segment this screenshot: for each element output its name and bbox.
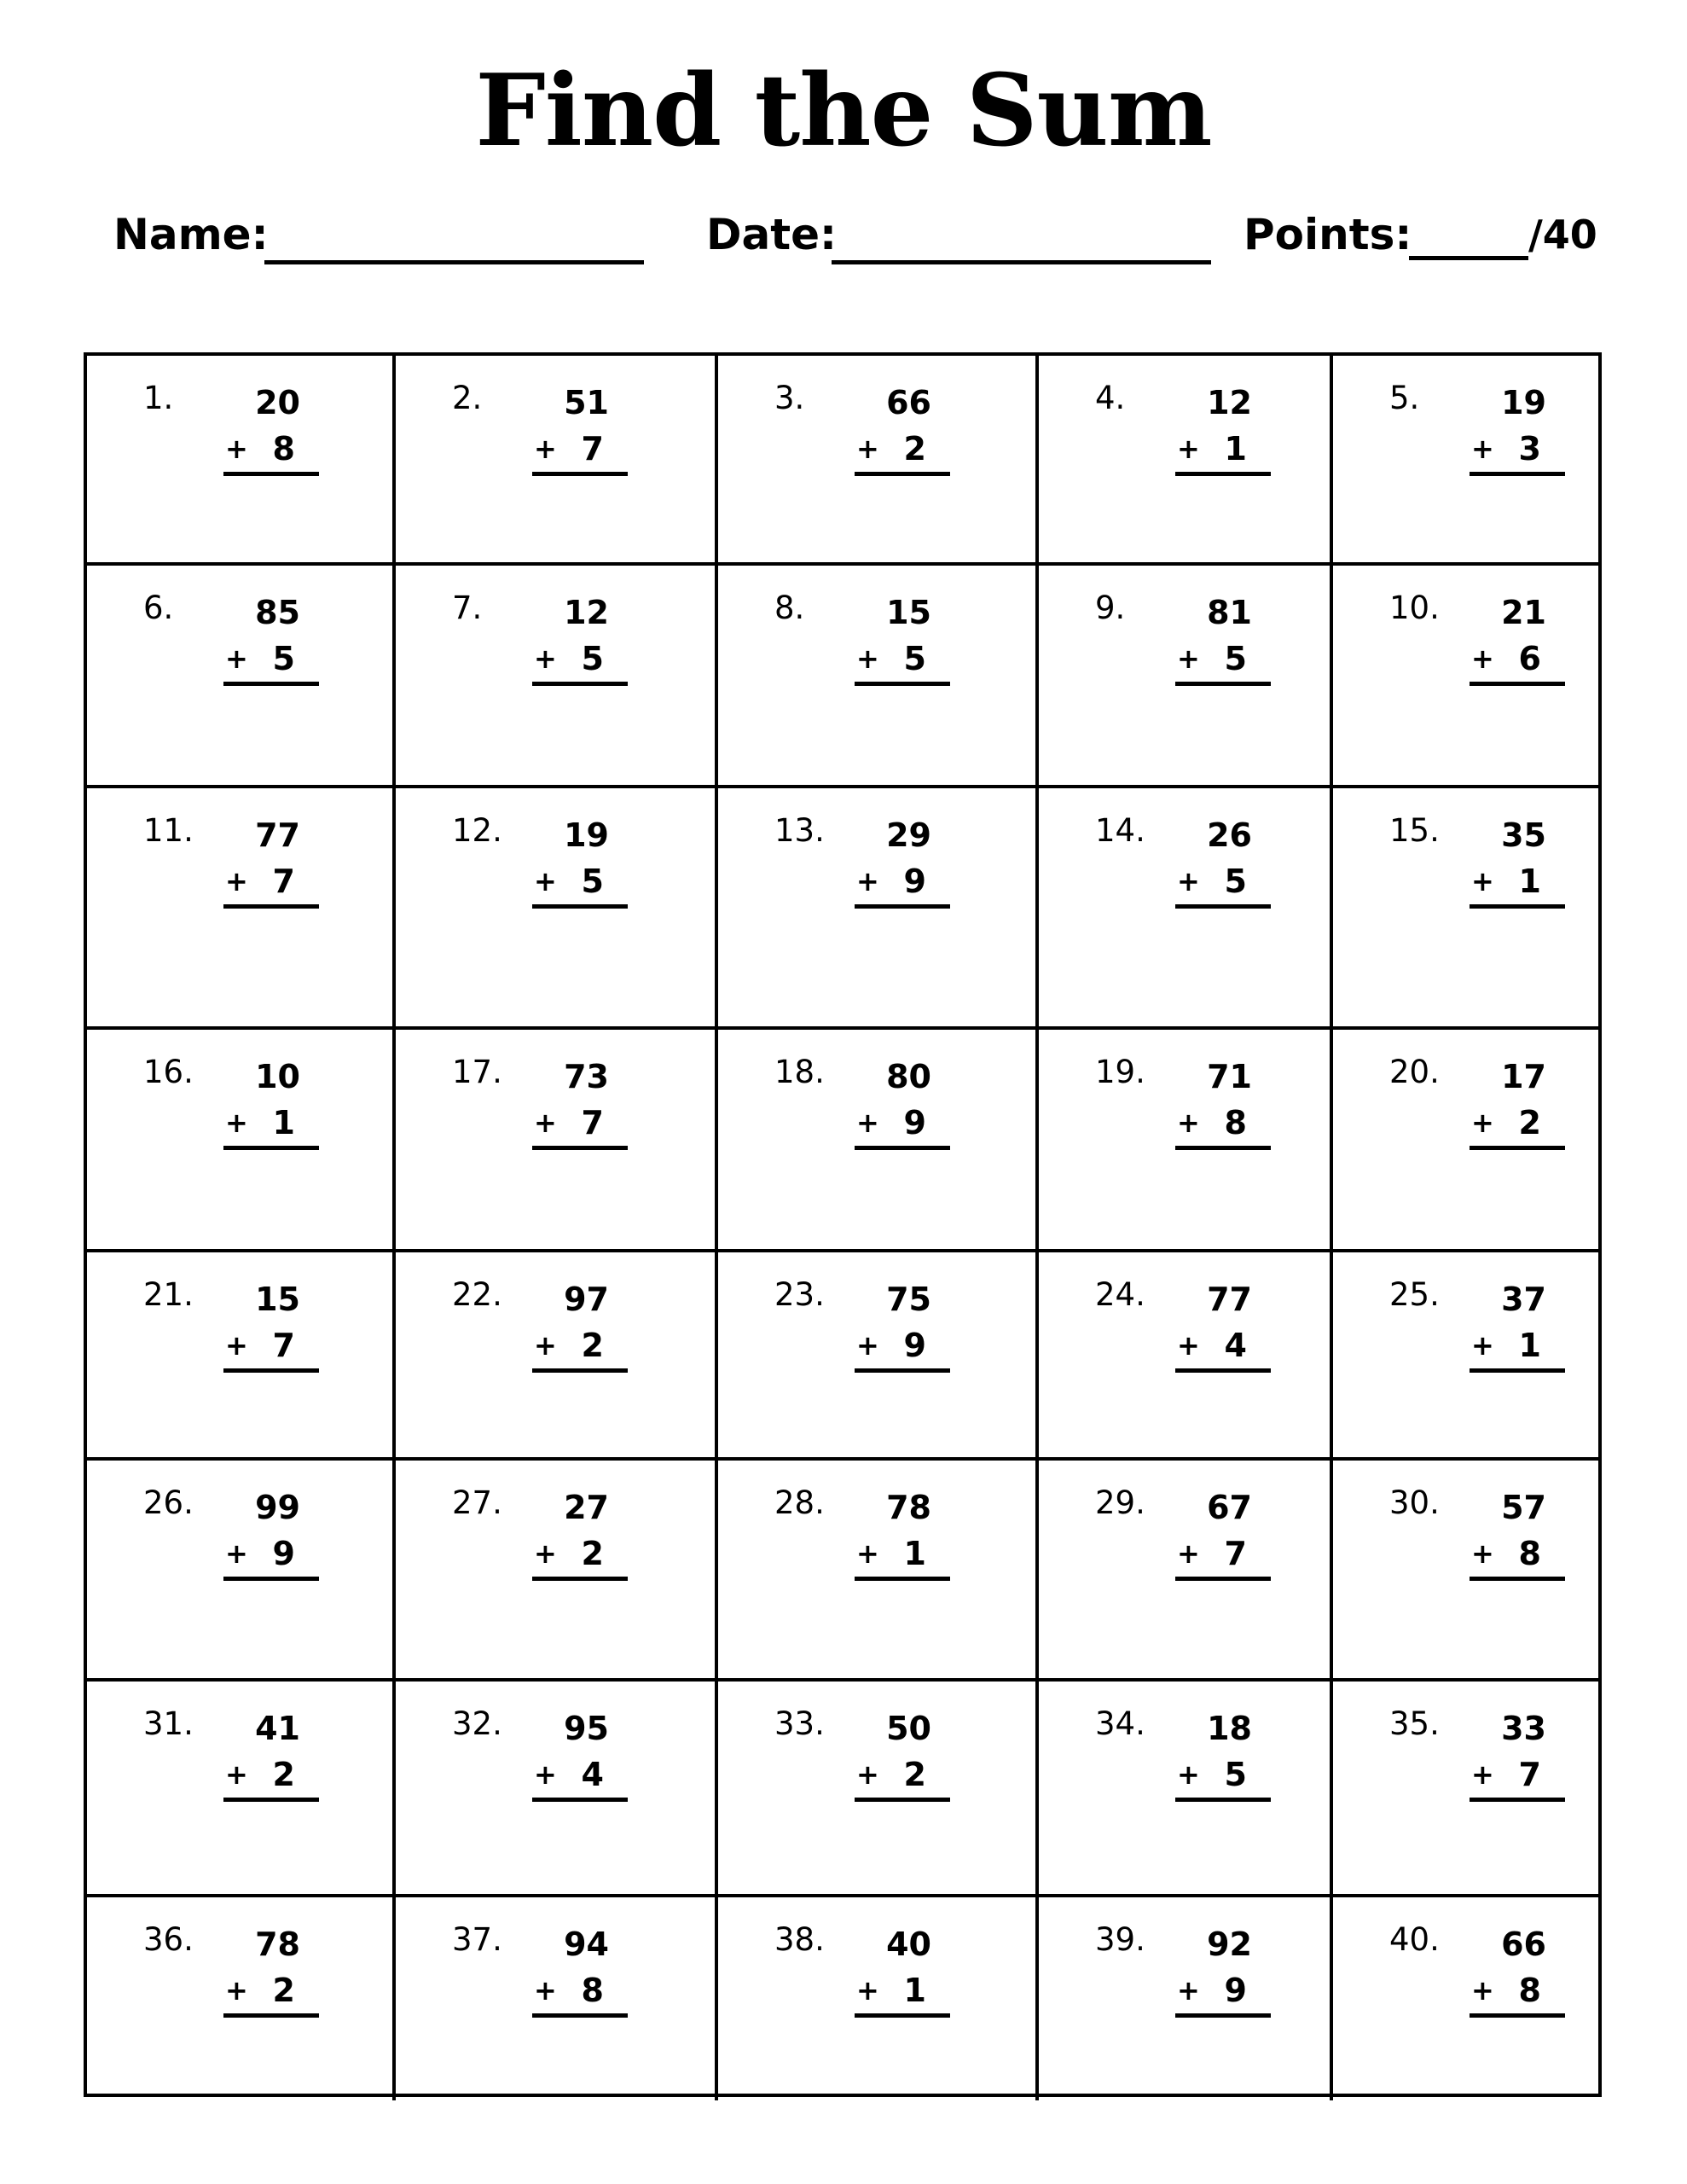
bottom-addend: 9 <box>272 1535 295 1572</box>
plus-sign: + <box>225 1107 248 1139</box>
plus-sign: + <box>856 865 879 897</box>
bottom-addend: 2 <box>581 1327 604 1364</box>
addition-problem <box>223 1484 319 1581</box>
top-addend: 10 <box>255 1058 300 1095</box>
date-label: Date: <box>706 210 838 259</box>
top-addend: 50 <box>886 1710 931 1747</box>
problem-number: 27. <box>452 1484 502 1521</box>
bottom-addend: 5 <box>581 863 604 900</box>
problem-number: 34. <box>1095 1705 1145 1742</box>
plus-sign: + <box>1177 1758 1200 1791</box>
problem-number: 20. <box>1389 1054 1440 1090</box>
top-addend: 94 <box>564 1926 609 1963</box>
answer-underline <box>223 1100 319 1150</box>
problem-cell[interactable] <box>1039 1897 1333 2100</box>
answer-underline <box>1175 1100 1271 1150</box>
problem-cell[interactable] <box>396 1252 718 1461</box>
answer-underline <box>223 426 319 476</box>
plus-sign: + <box>225 865 248 897</box>
bottom-addend: 1 <box>903 1535 926 1572</box>
plus-sign: + <box>534 1974 557 2007</box>
top-addend: 75 <box>886 1281 931 1318</box>
addition-problem <box>1470 812 1565 909</box>
plus-sign: + <box>225 1758 248 1791</box>
problem-number: 30. <box>1389 1484 1440 1521</box>
answer-underline <box>532 636 628 686</box>
answer-underline <box>1470 858 1565 909</box>
problem-cell[interactable] <box>396 788 718 1030</box>
problem-number: 6. <box>143 590 174 626</box>
problem-grid <box>84 352 1602 2097</box>
top-addend: 17 <box>1501 1058 1546 1095</box>
addition-problem <box>1175 812 1271 909</box>
addition-problem <box>855 1921 950 2018</box>
top-addend: 15 <box>886 594 931 631</box>
bottom-addend: 2 <box>903 430 926 468</box>
answer-underline <box>223 1967 319 2018</box>
bottom-addend: 6 <box>1518 640 1541 677</box>
top-addend: 12 <box>1207 384 1252 421</box>
problem-number: 28. <box>774 1484 825 1521</box>
addition-problem <box>532 1705 628 1802</box>
top-addend: 15 <box>255 1281 300 1318</box>
problem-number: 18. <box>774 1054 825 1090</box>
problem-number: 33. <box>774 1705 825 1742</box>
bottom-addend: 5 <box>581 640 604 677</box>
problem-cell[interactable] <box>1333 1252 1598 1461</box>
top-addend: 67 <box>1207 1489 1252 1526</box>
bottom-addend: 7 <box>581 430 604 468</box>
answer-underline <box>855 1100 950 1150</box>
top-addend: 19 <box>1501 384 1546 421</box>
problem-cell[interactable] <box>718 566 1039 788</box>
problem-cell[interactable] <box>718 1252 1039 1461</box>
problem-number: 19. <box>1095 1054 1145 1090</box>
top-addend: 97 <box>564 1281 609 1318</box>
answer-underline <box>532 426 628 476</box>
bottom-addend: 5 <box>1224 863 1247 900</box>
bottom-addend: 5 <box>272 640 295 677</box>
bottom-addend: 5 <box>1224 1756 1247 1793</box>
problem-cell[interactable] <box>87 1682 396 1897</box>
answer-underline <box>855 1322 950 1373</box>
plus-sign: + <box>856 1537 879 1570</box>
addition-problem <box>1175 1484 1271 1581</box>
problem-cell[interactable] <box>718 788 1039 1030</box>
top-addend: 12 <box>564 594 609 631</box>
bottom-addend: 5 <box>903 640 926 677</box>
answer-underline <box>532 1967 628 2018</box>
plus-sign: + <box>1471 1758 1494 1791</box>
problem-cell[interactable] <box>1039 1461 1333 1682</box>
problem-cell[interactable] <box>87 356 396 566</box>
problem-number: 35. <box>1389 1705 1440 1742</box>
answer-underline <box>1175 1531 1271 1581</box>
problem-cell[interactable] <box>1333 356 1598 566</box>
problem-number: 25. <box>1389 1276 1440 1313</box>
problem-number: 22. <box>452 1276 502 1313</box>
top-addend: 57 <box>1501 1489 1546 1526</box>
bottom-addend: 7 <box>1224 1535 1247 1572</box>
plus-sign: + <box>856 1329 879 1362</box>
addition-problem <box>855 1484 950 1581</box>
problem-cell[interactable] <box>1039 1030 1333 1252</box>
top-addend: 41 <box>255 1710 300 1747</box>
plus-sign: + <box>1177 1329 1200 1362</box>
problem-cell[interactable] <box>396 1682 718 1897</box>
answer-underline <box>532 858 628 909</box>
top-addend: 66 <box>1501 1926 1546 1963</box>
bottom-addend: 2 <box>1518 1104 1541 1141</box>
answer-underline <box>223 1531 319 1581</box>
bottom-addend: 8 <box>1224 1104 1247 1141</box>
top-addend: 85 <box>255 594 300 631</box>
problem-number: 38. <box>774 1921 825 1958</box>
top-addend: 27 <box>564 1489 609 1526</box>
bottom-addend: 5 <box>1224 640 1247 677</box>
problem-cell[interactable] <box>87 1461 396 1682</box>
top-addend: 95 <box>564 1710 609 1747</box>
addition-problem <box>1470 1054 1565 1150</box>
addition-problem <box>855 380 950 476</box>
top-addend: 71 <box>1207 1058 1252 1095</box>
top-addend: 78 <box>255 1926 300 1963</box>
addition-problem <box>1470 380 1565 476</box>
bottom-addend: 1 <box>1224 430 1247 468</box>
problem-number: 32. <box>452 1705 502 1742</box>
answer-underline <box>223 858 319 909</box>
answer-underline <box>855 1751 950 1802</box>
plus-sign: + <box>856 642 879 675</box>
plus-sign: + <box>1471 1537 1494 1570</box>
plus-sign: + <box>1471 865 1494 897</box>
plus-sign: + <box>856 1758 879 1791</box>
problem-cell[interactable] <box>718 1030 1039 1252</box>
plus-sign: + <box>1177 1974 1200 2007</box>
plus-sign: + <box>1177 1537 1200 1570</box>
problem-cell[interactable] <box>396 1461 718 1682</box>
problem-cell[interactable] <box>87 788 396 1030</box>
problem-cell[interactable] <box>87 1897 396 2100</box>
problem-cell[interactable] <box>1333 1897 1598 2100</box>
answer-underline <box>855 636 950 686</box>
bottom-addend: 9 <box>903 1104 926 1141</box>
addition-problem <box>223 590 319 686</box>
addition-problem <box>1175 1705 1271 1802</box>
problem-cell[interactable] <box>396 1897 718 2100</box>
plus-sign: + <box>1177 433 1200 465</box>
addition-problem <box>532 812 628 909</box>
top-addend: 78 <box>886 1489 931 1526</box>
plus-sign: + <box>856 433 879 465</box>
bottom-addend: 3 <box>1518 430 1541 468</box>
answer-underline <box>1175 426 1271 476</box>
addition-problem <box>223 1054 319 1150</box>
addition-problem <box>223 1921 319 2018</box>
points-total: /40 <box>1528 212 1597 258</box>
bottom-addend: 9 <box>903 863 926 900</box>
problem-number: 13. <box>774 812 825 849</box>
top-addend: 92 <box>1207 1926 1252 1963</box>
plus-sign: + <box>534 1329 557 1362</box>
bottom-addend: 1 <box>1518 1327 1541 1364</box>
bottom-addend: 9 <box>1224 1972 1247 2009</box>
problem-cell[interactable] <box>718 356 1039 566</box>
plus-sign: + <box>1177 865 1200 897</box>
bottom-addend: 4 <box>1224 1327 1247 1364</box>
top-addend: 29 <box>886 816 931 854</box>
plus-sign: + <box>534 865 557 897</box>
top-addend: 35 <box>1501 816 1546 854</box>
problem-number: 3. <box>774 380 805 416</box>
problem-cell[interactable] <box>396 356 718 566</box>
addition-problem <box>532 1921 628 2018</box>
bottom-addend: 1 <box>903 1972 926 2009</box>
plus-sign: + <box>1471 1974 1494 2007</box>
problem-number: 23. <box>774 1276 825 1313</box>
bottom-addend: 1 <box>1518 863 1541 900</box>
addition-problem <box>855 812 950 909</box>
top-addend: 18 <box>1207 1710 1252 1747</box>
addition-problem <box>532 590 628 686</box>
problem-cell[interactable] <box>1039 356 1333 566</box>
top-addend: 80 <box>886 1058 931 1095</box>
top-addend: 20 <box>255 384 300 421</box>
answer-underline <box>1470 1322 1565 1373</box>
problem-number: 2. <box>452 380 483 416</box>
problem-number: 11. <box>143 812 194 849</box>
problem-cell[interactable] <box>1333 566 1598 788</box>
bottom-addend: 7 <box>272 863 295 900</box>
addition-problem <box>1175 380 1271 476</box>
top-addend: 77 <box>1207 1281 1252 1318</box>
problem-cell[interactable] <box>1039 1252 1333 1461</box>
problem-number: 39. <box>1095 1921 1145 1958</box>
top-addend: 21 <box>1501 594 1546 631</box>
problem-cell[interactable] <box>1039 1682 1333 1897</box>
problem-cell[interactable] <box>718 1461 1039 1682</box>
addition-problem <box>1175 590 1271 686</box>
answer-underline <box>532 1751 628 1802</box>
answer-underline <box>1470 1751 1565 1802</box>
top-addend: 73 <box>564 1058 609 1095</box>
addition-problem <box>855 1705 950 1802</box>
bottom-addend: 8 <box>581 1972 604 2009</box>
answer-underline <box>855 426 950 476</box>
problem-number: 37. <box>452 1921 502 1958</box>
addition-problem <box>1470 1705 1565 1802</box>
plus-sign: + <box>856 1974 879 2007</box>
problem-cell[interactable] <box>396 1030 718 1252</box>
problem-number: 24. <box>1095 1276 1145 1313</box>
addition-problem <box>223 380 319 476</box>
answer-underline <box>855 1967 950 2018</box>
bottom-addend: 9 <box>903 1327 926 1364</box>
problem-number: 17. <box>452 1054 502 1090</box>
plus-sign: + <box>1471 1107 1494 1139</box>
problem-cell[interactable] <box>87 566 396 788</box>
worksheet-title: Find the Sum <box>475 53 1212 169</box>
top-addend: 66 <box>886 384 931 421</box>
bottom-addend: 8 <box>1518 1972 1541 2009</box>
problem-cell[interactable] <box>1333 788 1598 1030</box>
bottom-addend: 2 <box>581 1535 604 1572</box>
addition-problem <box>532 1484 628 1581</box>
answer-underline <box>532 1100 628 1150</box>
problem-number: 21. <box>143 1276 194 1313</box>
addition-problem <box>1175 1276 1271 1373</box>
addition-problem <box>532 1276 628 1373</box>
plus-sign: + <box>534 1758 557 1791</box>
plus-sign: + <box>534 1107 557 1139</box>
problem-number: 14. <box>1095 812 1145 849</box>
bottom-addend: 2 <box>272 1972 295 2009</box>
plus-sign: + <box>1471 1329 1494 1362</box>
addition-problem <box>532 1054 628 1150</box>
answer-underline <box>1175 858 1271 909</box>
problem-number: 8. <box>774 590 805 626</box>
name-answer-line[interactable] <box>264 260 644 264</box>
answer-underline <box>855 858 950 909</box>
answer-underline <box>223 1322 319 1373</box>
answer-underline <box>532 1322 628 1373</box>
plus-sign: + <box>225 433 248 465</box>
problem-number: 29. <box>1095 1484 1145 1521</box>
plus-sign: + <box>534 1537 557 1570</box>
top-addend: 37 <box>1501 1281 1546 1318</box>
bottom-addend: 4 <box>581 1756 604 1793</box>
answer-underline <box>1175 1322 1271 1373</box>
addition-problem <box>855 1276 950 1373</box>
bottom-addend: 1 <box>272 1104 295 1141</box>
addition-problem <box>855 1054 950 1150</box>
plus-sign: + <box>225 1974 248 2007</box>
plus-sign: + <box>1471 642 1494 675</box>
addition-problem <box>1470 1276 1565 1373</box>
plus-sign: + <box>225 1329 248 1362</box>
problem-number: 5. <box>1389 380 1420 416</box>
answer-underline <box>1175 1967 1271 2018</box>
answer-underline <box>855 1531 950 1581</box>
problem-number: 10. <box>1389 590 1440 626</box>
top-addend: 26 <box>1207 816 1252 854</box>
problem-number: 36. <box>143 1921 194 1958</box>
points-label: Points: <box>1244 210 1412 259</box>
addition-problem <box>855 590 950 686</box>
addition-problem <box>1175 1921 1271 2018</box>
bottom-addend: 8 <box>272 430 295 468</box>
bottom-addend: 2 <box>903 1756 926 1793</box>
answer-underline <box>1175 1751 1271 1802</box>
problem-cell[interactable] <box>1039 788 1333 1030</box>
top-addend: 51 <box>564 384 609 421</box>
problem-number: 16. <box>143 1054 194 1090</box>
addition-problem <box>1470 1484 1565 1581</box>
top-addend: 81 <box>1207 594 1252 631</box>
plus-sign: + <box>534 433 557 465</box>
addition-problem <box>223 812 319 909</box>
points-answer-line[interactable] <box>1409 256 1528 260</box>
top-addend: 33 <box>1501 1710 1546 1747</box>
problem-cell[interactable] <box>396 566 718 788</box>
answer-underline <box>1470 426 1565 476</box>
name-label: Name: <box>113 210 269 259</box>
bottom-addend: 8 <box>1518 1535 1541 1572</box>
addition-problem <box>532 380 628 476</box>
answer-underline <box>1470 636 1565 686</box>
problem-cell[interactable] <box>87 1252 396 1461</box>
problem-number: 7. <box>452 590 483 626</box>
problem-cell[interactable] <box>1333 1461 1598 1682</box>
plus-sign: + <box>1471 433 1494 465</box>
problem-number: 12. <box>452 812 502 849</box>
bottom-addend: 7 <box>581 1104 604 1141</box>
plus-sign: + <box>856 1107 879 1139</box>
problem-cell[interactable] <box>1039 566 1333 788</box>
bottom-addend: 7 <box>1518 1756 1541 1793</box>
problem-cell[interactable] <box>1333 1682 1598 1897</box>
addition-problem <box>1470 590 1565 686</box>
addition-problem <box>1175 1054 1271 1150</box>
top-addend: 40 <box>886 1926 931 1963</box>
addition-problem <box>223 1705 319 1802</box>
addition-problem <box>223 1276 319 1373</box>
answer-underline <box>223 1751 319 1802</box>
answer-underline <box>1470 1100 1565 1150</box>
plus-sign: + <box>225 642 248 675</box>
problem-cell[interactable] <box>87 1030 396 1252</box>
answer-underline <box>1175 636 1271 686</box>
problem-number: 1. <box>143 380 174 416</box>
problem-number: 40. <box>1389 1921 1440 1958</box>
problem-number: 4. <box>1095 380 1126 416</box>
bottom-addend: 2 <box>272 1756 295 1793</box>
top-addend: 77 <box>255 816 300 854</box>
plus-sign: + <box>534 642 557 675</box>
date-answer-line[interactable] <box>832 260 1211 264</box>
plus-sign: + <box>1177 642 1200 675</box>
bottom-addend: 7 <box>272 1327 295 1364</box>
top-addend: 19 <box>564 816 609 854</box>
addition-problem <box>1470 1921 1565 2018</box>
answer-underline <box>1470 1531 1565 1581</box>
problem-cell[interactable] <box>718 1897 1039 2100</box>
problem-cell[interactable] <box>718 1682 1039 1897</box>
problem-number: 15. <box>1389 812 1440 849</box>
problem-cell[interactable] <box>1333 1030 1598 1252</box>
plus-sign: + <box>225 1537 248 1570</box>
problem-number: 31. <box>143 1705 194 1742</box>
top-addend: 99 <box>255 1489 300 1526</box>
problem-number: 9. <box>1095 590 1126 626</box>
plus-sign: + <box>1177 1107 1200 1139</box>
answer-underline <box>223 636 319 686</box>
answer-underline <box>532 1531 628 1581</box>
problem-number: 26. <box>143 1484 194 1521</box>
answer-underline <box>1470 1967 1565 2018</box>
